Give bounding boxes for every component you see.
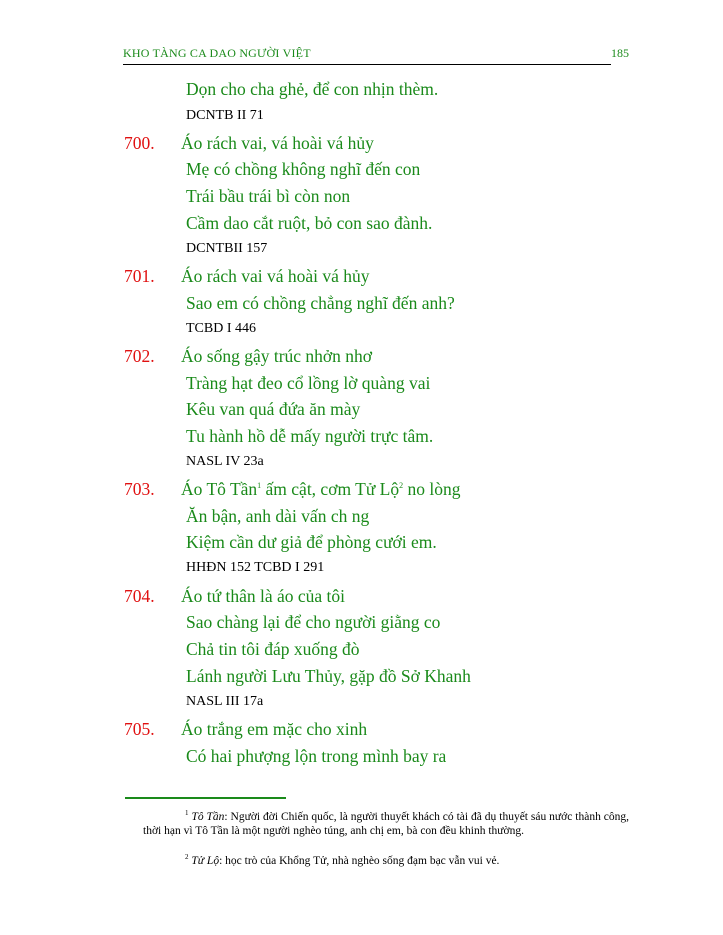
source-citation: NASL IV 23a xyxy=(186,454,264,469)
verse-line: Trái bầu trái bì còn non xyxy=(186,186,351,206)
source-citation: TCBD I 446 xyxy=(186,321,256,336)
footnote-mark: 1 xyxy=(185,809,189,818)
verse-line: Áo trắng em mặc cho xinh xyxy=(181,719,368,739)
entry-number-700: 700. xyxy=(124,133,155,153)
footnote-1 xyxy=(143,810,629,838)
verse-line: Kiệm cần dư giả để phòng cưới em. xyxy=(186,532,437,552)
entry-number-701: 701. xyxy=(124,266,155,286)
verse-line: Dọn cho cha ghẻ, để con nhịn thèm. xyxy=(186,79,439,99)
source-citation: HHĐN 152 TCBD I 291 xyxy=(186,560,325,575)
book-title: KHO TÀNG CA DAO NGƯỜI VIỆT xyxy=(123,46,311,60)
verse-line: Ăn bận, anh dài vấn ch ng xyxy=(186,506,370,526)
footnote-separator xyxy=(125,797,286,799)
verse-line: Chả tin tôi đáp xuống đò xyxy=(186,639,360,659)
verse-line: Áo tứ thân là áo của tôi xyxy=(181,586,346,606)
footnote-term: Tô Tần xyxy=(191,811,225,823)
verse-line-with-footnotes xyxy=(181,479,461,500)
verse-line: Áo rách vai, vá hoài vá hủy xyxy=(181,133,374,153)
verse-line: Mẹ có chồng không nghĩ đến con xyxy=(186,159,421,179)
entry-number-705: 705. xyxy=(124,719,155,739)
verse-line: Có hai phượng lộn trong mình bay ra xyxy=(186,746,447,766)
verse-line: Tràng hạt đeo cổ lồng lờ quàng vai xyxy=(186,373,431,393)
verse-fragment: Áo Tô Tần xyxy=(181,479,258,499)
footnote-mark: 2 xyxy=(185,853,189,862)
footnote-text: : học trò của Khổng Tử, nhà nghèo sống đạm bạc vẫn vui vẻ. xyxy=(219,855,500,867)
entry-number-702: 702. xyxy=(124,346,155,366)
source-citation: DCNTB II 71 xyxy=(186,108,264,123)
source-citation: DCNTBII 157 xyxy=(186,241,268,256)
footnote-text: : Người đời Chiến quốc, là người thuyết khách có tài đã dụ thuyết sáu nước thành công, thời hạn vì Tô Tần là một người nghèo túng, anh chị em, bà con đều khinh thường. xyxy=(143,811,629,837)
verse-line: Lánh người Lưu Thủy, gặp đồ Sở Khanh xyxy=(186,666,471,686)
footnote-ref-2: 2 xyxy=(399,481,404,491)
verse-line: Cầm dao cắt ruột, bỏ con sao đành. xyxy=(186,213,433,233)
verse-line: Áo sống gậy trúc nhởn nhơ xyxy=(181,346,373,366)
footnote-2 xyxy=(143,854,629,868)
verse-fragment: ấm cật, cơm Tử Lộ xyxy=(261,479,400,499)
verse-line: Kêu van quá đứa ăn mày xyxy=(186,399,361,419)
footnote-term: Tử Lộ xyxy=(191,855,220,867)
entry-number-703: 703. xyxy=(124,479,155,499)
source-citation: NASL III 17a xyxy=(186,694,264,709)
running-header xyxy=(123,44,629,65)
entry-number-704: 704. xyxy=(124,586,155,606)
verse-line: Sao chàng lại để cho người giằng co xyxy=(186,612,441,632)
page-number: 185 xyxy=(611,46,629,60)
verse-line: Sao em có chồng chẳng nghĩ đến anh? xyxy=(186,293,455,313)
verse-line: Áo rách vai vá hoài vá hủy xyxy=(181,266,370,286)
verse-line: Tu hành hồ dễ mấy người trực tâm. xyxy=(186,426,434,446)
verse-fragment: no lòng xyxy=(403,479,461,499)
footnote-ref-1: 1 xyxy=(257,481,262,491)
